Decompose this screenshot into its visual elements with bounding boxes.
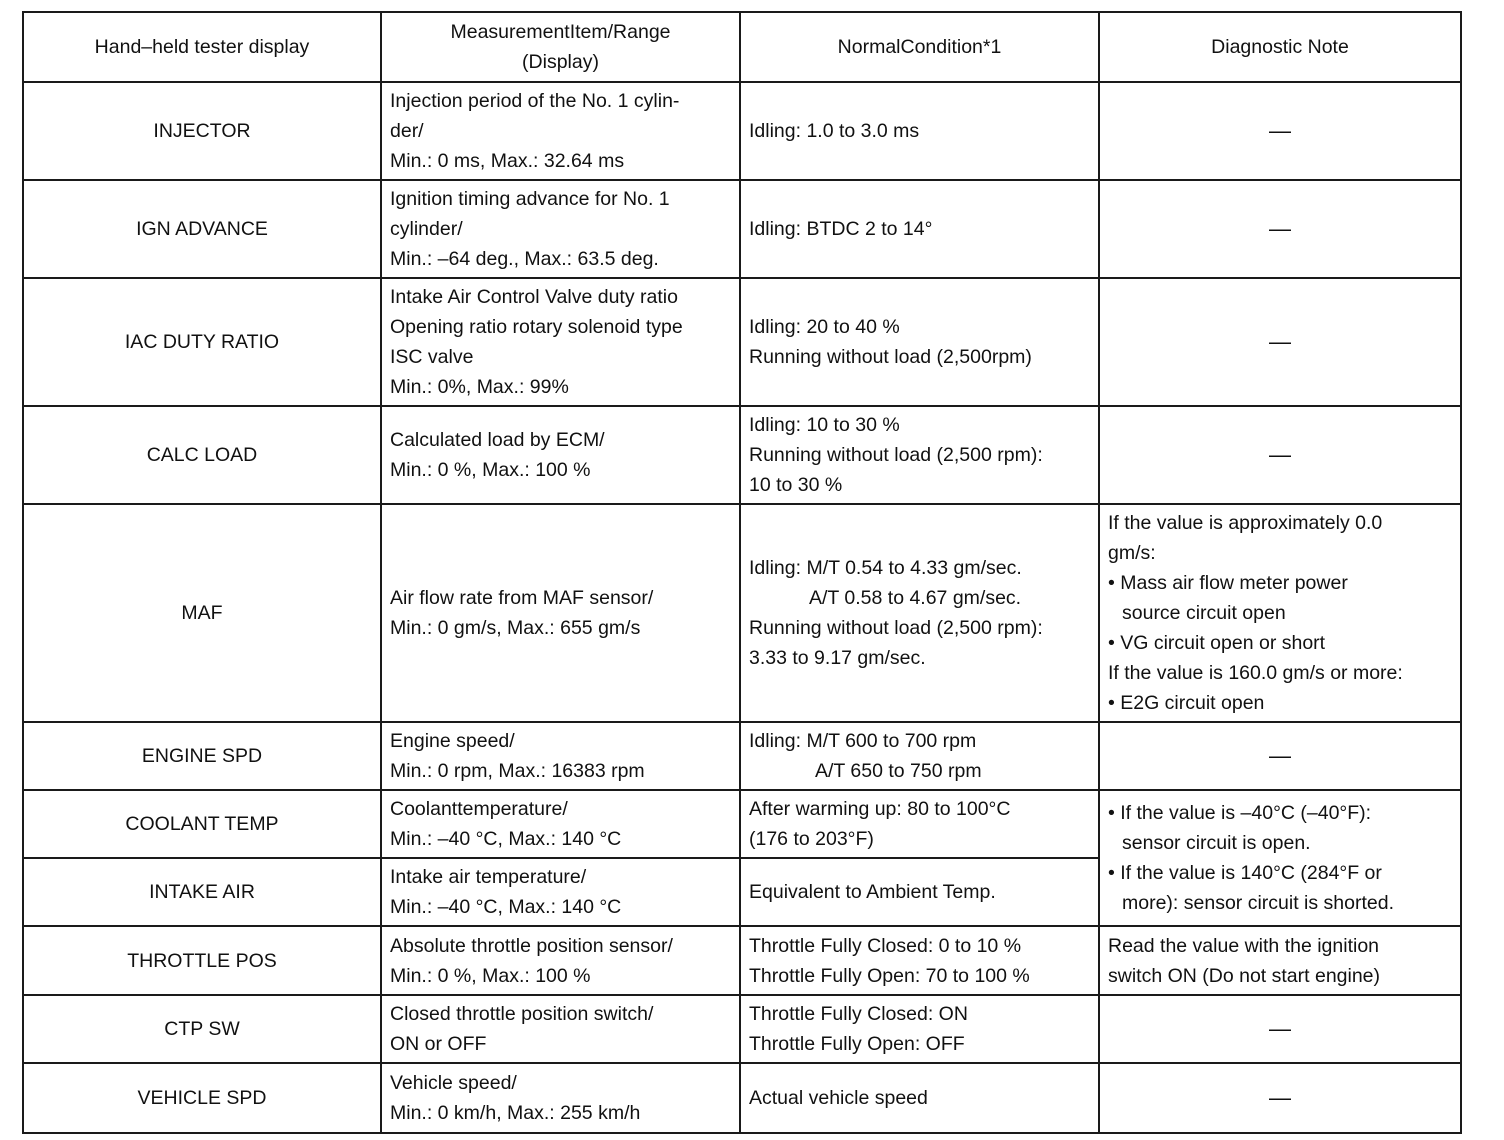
note-line: sensor circuit is open. <box>1122 832 1311 854</box>
measurement-cell <box>381 82 740 180</box>
header-measurement-line: MeasurementItem/Range <box>450 21 671 43</box>
display-cell: CTP SW <box>23 995 381 1063</box>
measurement-cell <box>381 858 740 926</box>
normal-line: Idling: M/T 600 to 700 rpm <box>749 730 977 752</box>
normal-cell <box>740 858 1099 926</box>
header-measurement-line: (Display) <box>522 51 599 73</box>
normal-line: Idling: M/T 0.54 to 4.33 gm/sec. <box>749 557 1022 579</box>
note-line: Read the value with the ignition <box>1108 934 1380 957</box>
normal-line: Actual vehicle speed <box>749 1087 928 1109</box>
normal-line: Idling: 20 to 40 % <box>749 316 900 338</box>
measurement-cell <box>381 790 740 858</box>
table-row <box>23 995 1461 1063</box>
measurement-line: ON or OFF <box>390 1033 487 1055</box>
display-cell: THROTTLE POS <box>23 926 381 995</box>
measurement-line: Min.: 0 ms, Max.: 32.64 ms <box>390 150 625 172</box>
data-list-table <box>22 11 1462 1134</box>
normal-cell <box>740 790 1099 858</box>
note-cell: — <box>1099 180 1461 278</box>
measurement-line: Min.: 0%, Max.: 99% <box>390 376 569 398</box>
measurement-cell <box>381 180 740 278</box>
measurement-line: Min.: 0 %, Max.: 100 % <box>390 459 591 481</box>
normal-cell <box>740 278 1099 406</box>
measurement-line: Intake air temperature/ <box>390 866 587 888</box>
note-cell: — <box>1099 406 1461 504</box>
display-cell: VEHICLE SPD <box>23 1063 381 1133</box>
normal-line: Throttle Fully Open: 70 to 100 % <box>749 964 1030 987</box>
normal-cell <box>740 1063 1099 1133</box>
display-cell: COOLANT TEMP <box>23 790 381 858</box>
normal-line: Throttle Fully Open: OFF <box>749 1033 965 1055</box>
measurement-line: Min.: 0 km/h, Max.: 255 km/h <box>390 1102 641 1124</box>
measurement-line: Calculated load by ECM/ <box>390 429 605 451</box>
measurement-cell <box>381 995 740 1063</box>
display-cell: CALC LOAD <box>23 406 381 504</box>
measurement-line: Min.: 0 %, Max.: 100 % <box>390 964 591 987</box>
header-note: Diagnostic Note <box>1099 12 1461 82</box>
header-measurement <box>381 12 740 82</box>
normal-line: Idling: BTDC 2 to 14° <box>749 218 933 240</box>
note-line: • E2G circuit open <box>1108 692 1265 714</box>
normal-cell <box>740 926 1099 995</box>
normal-line: Throttle Fully Closed: 0 to 10 % <box>749 934 1022 957</box>
note-line: more): sensor circuit is shorted. <box>1122 892 1395 914</box>
table-row <box>23 1063 1461 1133</box>
temperature-note-cell <box>1099 790 1461 926</box>
note-cell <box>1099 926 1461 995</box>
measurement-cell <box>381 926 740 995</box>
note-line: switch ON (Do not start engine) <box>1108 964 1381 987</box>
measurement-line: Closed throttle position switch/ <box>390 1003 654 1025</box>
normal-line: 3.33 to 9.17 gm/sec. <box>749 647 926 669</box>
table-row <box>23 722 1461 790</box>
display-cell: INJECTOR <box>23 82 381 180</box>
measurement-line: Min.: –40 °C, Max.: 140 °C <box>390 896 622 918</box>
header-row <box>23 12 1461 82</box>
table-row <box>23 790 1461 858</box>
header-display: Hand–held tester display <box>23 12 381 82</box>
note-line: • If the value is 140°C (284°F or <box>1108 862 1382 884</box>
note-cell: — <box>1099 722 1461 790</box>
table-row <box>23 82 1461 180</box>
measurement-cell <box>381 406 740 504</box>
normal-line: Running without load (2,500 rpm): <box>749 617 1043 639</box>
measurement-cell <box>381 504 740 722</box>
measurement-line: der/ <box>390 120 424 142</box>
measurement-line: Min.: –64 deg., Max.: 63.5 deg. <box>390 248 659 270</box>
measurement-line: ISC valve <box>390 346 474 368</box>
note-line: • VG circuit open or short <box>1108 632 1326 654</box>
normal-line: Running without load (2,500 rpm): <box>749 444 1043 466</box>
normal-line: Throttle Fully Closed: ON <box>749 1003 968 1025</box>
header-normal: NormalCondition*1 <box>740 12 1099 82</box>
note-line: • Mass air flow meter power <box>1108 572 1348 594</box>
normal-cell <box>740 180 1099 278</box>
normal-line: Equivalent to Ambient Temp. <box>749 881 996 903</box>
measurement-cell <box>381 278 740 406</box>
note-line: If the value is approximately 0.0 <box>1108 512 1383 534</box>
measurement-line: Intake Air Control Valve duty ratio <box>390 286 678 308</box>
measurement-line: Min.: 0 rpm, Max.: 16383 rpm <box>390 760 645 782</box>
normal-line: After warming up: 80 to 100°C <box>749 798 1011 820</box>
note-cell: — <box>1099 82 1461 180</box>
normal-line: 10 to 30 % <box>749 474 843 496</box>
measurement-cell <box>381 722 740 790</box>
display-cell: ENGINE SPD <box>23 722 381 790</box>
measurement-cell <box>381 1063 740 1133</box>
measurement-line: Vehicle speed/ <box>390 1072 517 1094</box>
normal-line: A/T 0.58 to 4.67 gm/sec. <box>809 587 1022 609</box>
measurement-line: Air flow rate from MAF sensor/ <box>390 587 654 609</box>
note-cell <box>1099 504 1461 722</box>
display-cell: IAC DUTY RATIO <box>23 278 381 406</box>
table-row <box>23 406 1461 504</box>
note-line: If the value is 160.0 gm/s or more: <box>1108 662 1403 684</box>
measurement-line: Injection period of the No. 1 cylin- <box>390 90 680 112</box>
normal-line: Idling: 10 to 30 % <box>749 414 900 436</box>
note-cell: — <box>1099 278 1461 406</box>
normal-line: Running without load (2,500rpm) <box>749 346 1032 368</box>
table-row <box>23 504 1461 722</box>
measurement-line: Opening ratio rotary solenoid type <box>390 316 683 338</box>
normal-cell <box>740 82 1099 180</box>
table-row <box>23 926 1461 995</box>
note-line: • If the value is –40°C (–40°F): <box>1108 802 1372 824</box>
display-cell: INTAKE AIR <box>23 858 381 926</box>
table-row <box>23 278 1461 406</box>
normal-cell <box>740 406 1099 504</box>
measurement-line: cylinder/ <box>390 218 463 240</box>
measurement-line: Min.: –40 °C, Max.: 140 °C <box>390 828 622 850</box>
normal-cell <box>740 504 1099 722</box>
measurement-line: Ignition timing advance for No. 1 <box>390 188 670 210</box>
normal-line: Idling: 1.0 to 3.0 ms <box>749 120 920 142</box>
note-cell: — <box>1099 1063 1461 1133</box>
display-cell: IGN ADVANCE <box>23 180 381 278</box>
normal-cell <box>740 722 1099 790</box>
measurement-line: Min.: 0 gm/s, Max.: 655 gm/s <box>390 617 641 639</box>
normal-line: (176 to 203°F) <box>749 828 874 850</box>
note-cell: — <box>1099 995 1461 1063</box>
note-line: gm/s: <box>1108 542 1156 564</box>
normal-cell <box>740 995 1099 1063</box>
normal-line: A/T 650 to 750 rpm <box>815 760 982 782</box>
note-line: source circuit open <box>1122 602 1286 624</box>
display-cell: MAF <box>23 504 381 722</box>
measurement-line: Coolanttemperature/ <box>390 798 568 820</box>
measurement-line: Absolute throttle position sensor/ <box>390 934 673 957</box>
table-row <box>23 180 1461 278</box>
measurement-line: Engine speed/ <box>390 730 515 752</box>
